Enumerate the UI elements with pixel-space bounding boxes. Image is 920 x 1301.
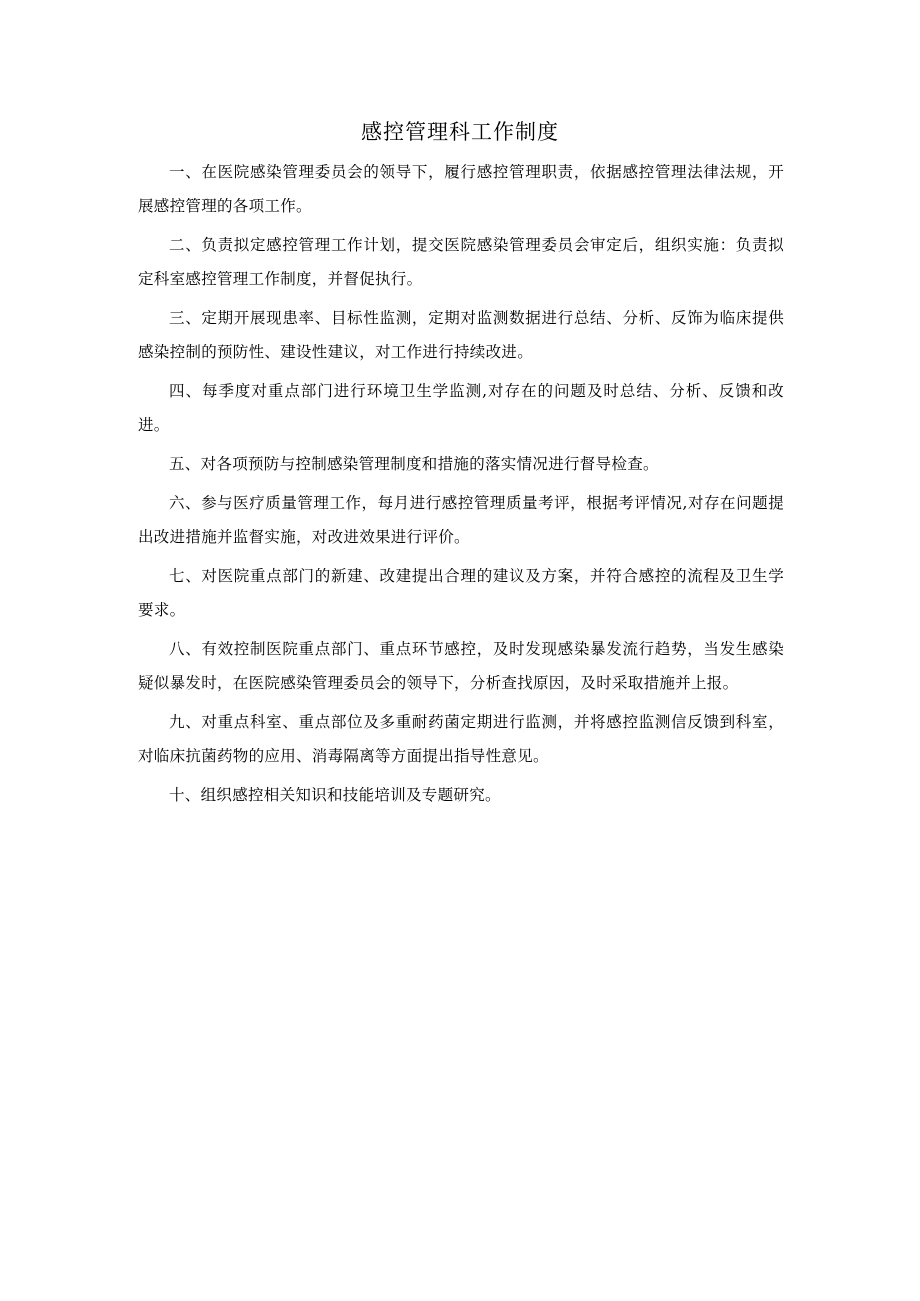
paragraph-4: 四、每季度对重点部门进行环境卫生学监测,对存在的问题及时总结、分析、反馈和改进。 xyxy=(138,382,784,434)
paragraph-5: 五、对各项预防与控制感染管理制度和措施的落实情况进行督导检查。 xyxy=(169,455,659,473)
paragraph-8: 八、有效控制医院重点部门、重点环节感控，及时发现感染暴发流行趋势，当发生感染疑似暴发时，在医院感染管理委员会的领导下，分析查找原因，及时采取措施并上报。 xyxy=(138,640,784,692)
document-title: 感控管理科工作制度 xyxy=(361,120,559,144)
paragraph-6: 六、参与医疗质量管理工作，每月进行感控管理质量考评，根据考评情况,对存在问题提出改进措施并监督实施，对改进效果进行评价。 xyxy=(138,494,784,546)
paragraph-10: 十、组织感控相关知识和技能培训及专题研究。 xyxy=(169,786,501,804)
paragraph-1: 一、在医院感染管理委员会的领导下，履行感控管理职责，依据感控管理法律法规，开展感控管理的各项工作。 xyxy=(138,163,784,215)
paragraph-9: 九、对重点科室、重点部位及多重耐药菌定期进行监测，并将感控监测信反馈到科室，对临床抗菌药物的应用、消毒隔离等方面提出指导性意见。 xyxy=(138,713,784,765)
paragraph-3: 三、定期开展现患率、目标性监测，定期对监测数据进行总结、分析、反饰为临床提供感染控制的预防性、建设性建议，对工作进行持续改进。 xyxy=(138,309,784,361)
paragraph-7: 七、对医院重点部门的新建、改建提出合理的建议及方案，并符合感控的流程及卫生学要求。 xyxy=(138,567,784,619)
document-body xyxy=(138,155,784,817)
paragraph-2: 二、负责拟定感控管理工作计划，提交医院感染管理委员会审定后，组织实施：负责拟定科室感控管理工作制度，并督促执行。 xyxy=(138,236,784,288)
